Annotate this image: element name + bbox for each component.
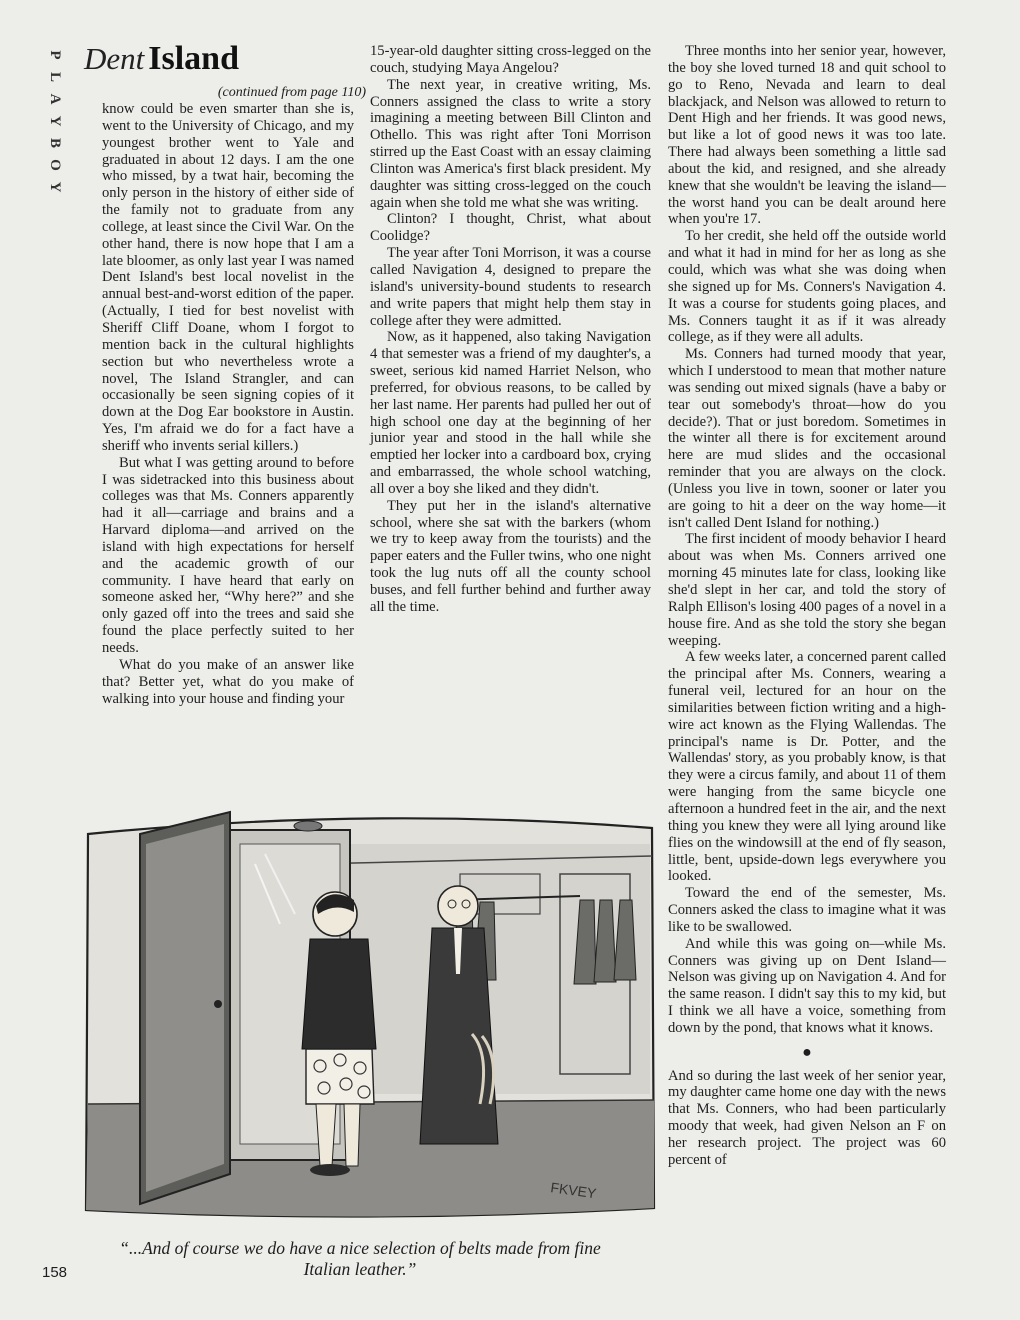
column-3 bbox=[668, 43, 946, 1169]
paragraph: Now, as it happened, also taking Navigation 4 that semester was a friend of my daughter's, a sweet, serious kid named Harriet Nelson, who preferred, for obvious reasons, to be called by her last name. Her parents had pulled her out of high school one day at the beginning of her junior year and stood in the hall while she emptied her locker into a cardboard box, crying and embarrassed, the whole school watching, all over a boy she liked and they didn't. bbox=[370, 329, 651, 497]
page-number: 158 bbox=[42, 1264, 68, 1281]
paragraph: A few weeks later, a concerned parent called the principal after Ms. Conners, wearing a funeral veil, lectured for an hour on the similarities between fiction writing and a high-wire act known as the Flying Wallendas. The principal's name is Dr. Potter, and the Wallendas' story, as you probably know, is that they were a circus family, and about 11 of them were hanging from the same bicycle one afternoon a hundred feet in the air, and the next thing you knew they were all lying around like flies on the windowsill at the end of fly season, little, bent, upside-down legs everywhere you looked. bbox=[668, 649, 946, 885]
paragraph: To her credit, she held off the outside world and what it had in mind for her as long as she could, which was what she was doing when she signed up for Ms. Conners's Navigation 4. It was a course for students going places, and Ms. Conners taught it as if it was already college, as if they were all adults. bbox=[668, 228, 946, 346]
cartoon-illustration bbox=[80, 804, 660, 1228]
article-title bbox=[84, 40, 364, 78]
title-script: Dent bbox=[84, 41, 145, 76]
title-bold: Island bbox=[148, 40, 239, 77]
paragraph: The first incident of moody behavior I heard about was when Ms. Conners arrived one morning 45 minutes late for class, looking like she'd slept in her car, and told the story of Ralph Ellison's losing 400 pages of a novel in a house fire. And as she told the story she began weeping. bbox=[668, 531, 946, 649]
spine-letter: A bbox=[47, 93, 63, 105]
paragraph: They put her in the island's alternative school, where she sat with the barkers (whom we try to keep away from the tourists) and the paper eaters and the Fuller twins, who one night took the lug nuts off all the county school buses, and fell further behind and further away all the time. bbox=[370, 497, 651, 615]
spine-letter: P bbox=[47, 50, 63, 60]
paragraph: The next year, in creative writing, Ms. Conners assigned the class to write a story imagining a meeting between Bill Clinton and Othello. This was right after Toni Morrison stirred up the East Coast with an essay claiming Clinton was America's first black president. My daughter was sitting cross-legged on the couch again when she told me what she was writing. bbox=[370, 76, 651, 211]
paragraph: Ms. Conners had turned moody that year, which I understood to mean that mother nature was sending out mixed signals (have a baby or tear out somebody's throat—how do you decide?). That or just boredom. Sometimes in the winter all there is for excitement around here are mud slides and the occasional reminder that you are always on the clock. (Unless you live in town, sooner or later you are going to hit a deer on the way home—it isn't called Dent Island for nothing.) bbox=[668, 346, 946, 531]
paragraph: Clinton? I thought, Christ, what about Coolidge? bbox=[370, 211, 651, 245]
paragraph: Three months into her senior year, however, the boy she loved turned 18 and quit school to go to Reno, Nevada and learn to deal blackjack, and Nelson was allowed to return to Dent High and her friends. It was good news, but like a lot of good news it was too late. There had always been something a little sad about the kid, and resigned, and she already knew that she wouldn't be leaving the island—the worst hand you can be dealt around here when you're 17. bbox=[668, 43, 946, 228]
column-1 bbox=[102, 101, 354, 707]
column-2 bbox=[370, 43, 651, 616]
paragraph: What do you make of an answer like that? Better yet, what do you make of walking into your house and finding your bbox=[102, 656, 354, 707]
spine-letter: O bbox=[47, 159, 63, 171]
spine-letter: Y bbox=[47, 115, 63, 127]
paragraph: The year after Toni Morrison, it was a course called Navigation 4, designed to prepare the island's university-bound students to research and write papers that might help them stay in college after they were admitted. bbox=[370, 245, 651, 329]
spine-letter: Y bbox=[47, 181, 63, 193]
cartoon-signature: FKVEY bbox=[549, 1179, 598, 1202]
paragraph: And while this was going on—while Ms. Conners was giving up on Dent Island—Nelson was giving up on Navigation 4. And for the same reason. I didn't say this to my kid, but I think we all have a voice, something from down by the pond, that knows what it knows. bbox=[668, 935, 946, 1036]
paragraph: 15-year-old daughter sitting cross-legged on the couch, studying Maya Angelou? bbox=[370, 43, 651, 76]
magazine-spine bbox=[40, 44, 70, 198]
cartoon-caption: “...And of course we do have a nice selection of belts made from fine Italian leather.” bbox=[119, 1238, 601, 1279]
continued-note: (continued from page 110) bbox=[217, 85, 366, 100]
paragraph: And so during the last week of her senior year, my daughter came home one day with the news that Ms. Conners, who had been particularly moody that week, had given Nelson an F on her research project. The project was 60 percent of bbox=[668, 1067, 947, 1168]
spine-letter: L bbox=[47, 71, 63, 82]
paragraph: Toward the end of the semester, Ms. Conners asked the class to imagine what it was like to be swallowed. bbox=[668, 885, 946, 935]
paragraph: know could be even smarter than she is, went to the University of Chicago, and my youngest brother went to Yale and graduated in about 12 days. I am the one who missed, by a twat hair, becoming the only person in the history of either side of the family not to graduate from any college, at least since the Civil War. On the other hand, there is now hope that I am a late bloomer, as only last year I was named Dent Island's best local novelist in the annual best-and-worst edition of the paper. (Actually, I tied for best novelist with Sheriff Cliff Doane, whom I forgot to mention back in the cultural highlights section but who nevertheless wrote a novel, The Island Strangler, and can occasionally be seen signing copies of it down at the Dog Ear bookstore in Austin. Yes, I'm afraid we do for a fact have a sheriff who invents serial killers.) bbox=[102, 101, 354, 454]
section-break: ● bbox=[802, 1043, 812, 1061]
spine-letter: B bbox=[47, 137, 63, 148]
paragraph: But what I was getting around to before I was sidetracked into this business about colleges was that Ms. Conners apparently had it all—carriage and brains and a Harvard diploma—and arrived on the island with high expectations for herself and the academic growth of our community. I have heard that early on someone asked her, “Why here?” and she only gazed off into the trees and said she found the place perfectly suited to her needs. bbox=[102, 454, 354, 656]
